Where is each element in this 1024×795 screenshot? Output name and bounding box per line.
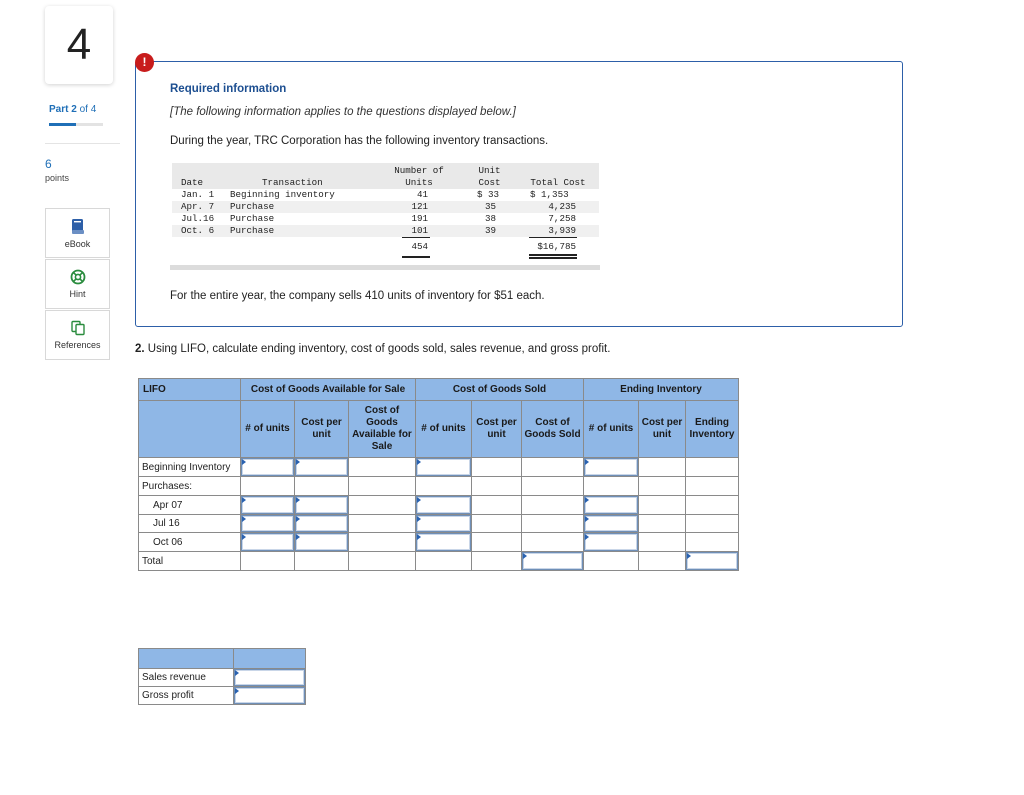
header-transaction: Transaction (262, 177, 323, 188)
sales-revenue-input[interactable] (234, 669, 305, 686)
grid-cell (348, 476, 416, 496)
grid-cell (348, 551, 416, 571)
sidebar-divider (45, 143, 120, 144)
required-info-title: Required information (170, 83, 287, 95)
grid-cell (638, 495, 686, 515)
units-subtotal-rule (402, 237, 430, 238)
jul-16-units-input[interactable] (241, 515, 294, 532)
grid-cell (294, 476, 349, 496)
grid-cell (415, 551, 472, 571)
row-total-cost: 7,258 (548, 213, 576, 224)
grid-cell (685, 476, 739, 496)
cogs-cost-per-unit-header: Cost per unit (471, 400, 522, 458)
question-number: 4 (66, 20, 92, 69)
row-label-jul-16: Jul 16 (138, 514, 241, 533)
question-text: Using LIFO, calculate ending inventory, cost of goods sold, sales revenue, and gross profit. (147, 343, 611, 355)
row-units: 41 (416, 189, 428, 200)
references-button[interactable] (45, 310, 110, 360)
inventory-transactions-table (172, 163, 599, 266)
required-info-note: [The following information applies to the questions displayed below.] (170, 106, 516, 118)
row-total-cost: $ 1,353 (530, 189, 569, 200)
header-units-line2: Units (405, 177, 433, 188)
row-units: 101 (411, 225, 428, 236)
hint-button[interactable] (45, 259, 110, 309)
apr-07-cost-per-unit-input[interactable] (295, 496, 348, 514)
row-date: Jan. 1 (181, 189, 215, 200)
grid-cell (521, 532, 584, 552)
grid-cell (638, 457, 686, 477)
header-unit-cost-line1: Unit (478, 165, 501, 176)
grid-cell (348, 532, 416, 552)
ending-beginning-units-input[interactable] (584, 458, 638, 476)
cgas-cost-per-unit-header: Cost per unit (294, 400, 349, 458)
row-units: 121 (411, 201, 428, 212)
row-label-apr-07: Apr 07 (138, 495, 241, 515)
ending-group-header: Ending Inventory (583, 378, 739, 401)
required-info-intro: During the year, TRC Corporation has the following inventory transactions. (170, 135, 549, 147)
question-number-label: 2. (135, 343, 145, 355)
grid-cell (415, 476, 472, 496)
grid-cell (638, 551, 686, 571)
inventory-table-bottom-bar (170, 265, 600, 270)
row-unit-cost: $ 33 (477, 189, 500, 200)
grid-cell (240, 551, 295, 571)
part-progress-fill (49, 123, 76, 126)
row-transaction: Purchase (230, 213, 275, 224)
ebook-button[interactable] (45, 208, 110, 258)
row-transaction: Beginning inventory (230, 189, 335, 200)
grid-cell (471, 476, 522, 496)
units-total-rule (402, 256, 430, 258)
grid-cell (638, 476, 686, 496)
row-label-gross-profit: Gross profit (138, 686, 234, 705)
row-label-beginning-inventory: Beginning Inventory (138, 457, 241, 477)
beginning-inventory-units-input[interactable] (241, 458, 294, 476)
grid-cell (471, 551, 522, 571)
cgas-group-header: Cost of Goods Available for Sale (240, 378, 416, 401)
grid-cell (521, 457, 584, 477)
grid-cell (638, 532, 686, 552)
hint-label: Hint (69, 289, 86, 299)
total-ending-inventory-input[interactable] (686, 552, 738, 570)
total-cost: $16,785 (537, 241, 576, 252)
grid-cell (583, 476, 639, 496)
part-progress-bar (49, 123, 103, 126)
grid-cell (471, 532, 522, 552)
row-units: 191 (411, 213, 428, 224)
row-date: Apr. 7 (181, 201, 215, 212)
cogs-apr-07-units-input[interactable] (416, 496, 471, 514)
row-label-sales-revenue: Sales revenue (138, 668, 234, 687)
row-unit-cost: 38 (484, 213, 496, 224)
points-value: 6 (45, 157, 52, 171)
beginning-inventory-cost-per-unit-input[interactable] (295, 458, 348, 476)
summary-header-left (138, 648, 234, 669)
summary-header-right (233, 648, 306, 669)
grid-cell (348, 495, 416, 515)
ending-oct-06-units-input[interactable] (584, 533, 638, 551)
grid-cell (638, 514, 686, 533)
alert-icon: ! (135, 53, 154, 72)
row-unit-cost: 39 (484, 225, 496, 236)
ending-total-header: Ending Inventory (685, 400, 739, 458)
part-word: Part (49, 104, 69, 115)
grid-cell (521, 495, 584, 515)
header-units-line1: Number of (394, 165, 444, 176)
part-current: 2 (71, 104, 77, 115)
header-total-cost: Total Cost (530, 177, 586, 188)
book-icon (71, 218, 85, 235)
grid-cell (685, 532, 739, 552)
question-prompt (135, 343, 610, 355)
cogs-jul-16-units-input[interactable] (416, 515, 471, 532)
cogs-units-header: # of units (415, 400, 472, 458)
question-number-box (45, 6, 113, 84)
cgas-units-header: # of units (240, 400, 295, 458)
cost-subtotal-rule (529, 237, 577, 238)
ending-jul-16-units-input[interactable] (584, 515, 638, 532)
cogs-total-header: Cost of Goods Sold (521, 400, 584, 458)
lifo-blank-subheader (138, 400, 241, 458)
row-unit-cost: 35 (484, 201, 496, 212)
row-date: Jul.16 (181, 213, 215, 224)
grid-cell (521, 476, 584, 496)
cogs-group-header: Cost of Goods Sold (415, 378, 584, 401)
row-date: Oct. 6 (181, 225, 215, 236)
grid-cell (685, 457, 739, 477)
gross-profit-input[interactable] (234, 687, 305, 704)
part-total: of 4 (79, 104, 97, 115)
part-indicator (49, 104, 96, 115)
cost-total-double-rule-top (529, 254, 577, 256)
ending-apr-07-units-input[interactable] (584, 496, 638, 514)
cogs-oct-06-units-input[interactable] (416, 533, 471, 551)
oct-06-units-input[interactable] (241, 533, 294, 551)
lifo-corner-header: LIFO (138, 378, 241, 401)
references-label: References (54, 340, 101, 350)
grid-cell (521, 514, 584, 533)
row-total-cost: 4,235 (548, 201, 576, 212)
row-total-cost: 3,939 (548, 225, 576, 236)
row-transaction: Purchase (230, 201, 275, 212)
grid-cell (583, 551, 639, 571)
grid-cell (471, 514, 522, 533)
points-label: points (45, 173, 70, 183)
ending-units-header: # of units (583, 400, 639, 458)
sales-info-text: For the entire year, the company sells 410 units of inventory for $51 each. (170, 290, 545, 302)
ebook-label: eBook (64, 238, 91, 249)
row-label-total: Total (138, 551, 241, 571)
grid-cell (685, 495, 739, 515)
row-transaction: Purchase (230, 225, 275, 236)
grid-cell (240, 476, 295, 496)
header-unit-cost-line2: Cost (478, 177, 501, 188)
grid-cell (685, 514, 739, 533)
oct-06-cost-per-unit-input[interactable] (295, 533, 348, 551)
grid-cell (348, 457, 416, 477)
grid-cell (471, 457, 522, 477)
cogs-beginning-units-input[interactable] (416, 458, 471, 476)
row-label-oct-06: Oct 06 (138, 532, 241, 552)
header-date: Date (181, 177, 204, 188)
total-cost-of-goods-sold-input[interactable] (522, 552, 583, 570)
total-units: 454 (411, 241, 428, 252)
row-label-purchases: Purchases: (138, 476, 241, 496)
references-icon (70, 320, 86, 336)
grid-cell (348, 514, 416, 533)
cgas-total-header: Cost of Goods Available for Sale (348, 400, 416, 458)
grid-cell (471, 495, 522, 515)
ending-cost-per-unit-header: Cost per unit (638, 400, 686, 458)
apr-07-units-input[interactable] (241, 496, 294, 514)
cost-total-double-rule-bottom (529, 257, 577, 259)
grid-cell (294, 551, 349, 571)
jul-16-cost-per-unit-input[interactable] (295, 515, 348, 532)
hint-icon (70, 269, 86, 285)
